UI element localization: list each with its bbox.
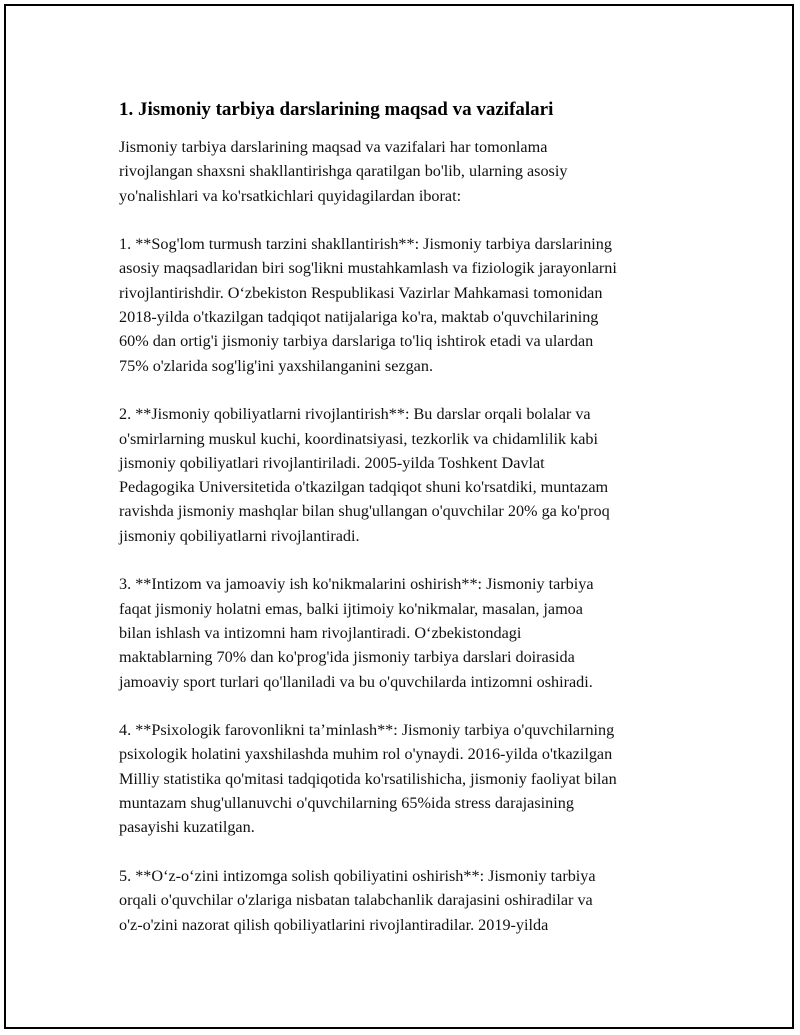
text-line: asosiy maqsadlaridan biri sog'likni mustahkamlash va fiziologik jarayonlarni xyxy=(119,259,617,278)
text-line: Jismoniy tarbiya darslarining maqsad va vazifalari har tomonlama xyxy=(119,138,548,156)
text-line: yo'nalishlari va ko'rsatkichlari quyidagilardan iborat: xyxy=(119,186,462,205)
text-line: jismoniy qobiliyatlarni rivojlantiradi. xyxy=(119,526,360,545)
text-line: ravishda jismoniy mashqlar bilan shug'ullangan o'quvchilar 20% ga ko'proq xyxy=(119,502,610,521)
intro-paragraph xyxy=(119,135,719,208)
text-line: 75% o'zlarida sog'lig'ini yaxshilanganini sezgan. xyxy=(119,356,433,375)
text-line: 2018-yilda o'tkazilgan tadqiqot natijalariga ko'ra, maktab o'quvchilarining xyxy=(119,308,599,327)
text-line: Milliy statistika qo'mitasi tadqiqotida ko'rsatilishicha, jismoniy faoliyat bilan xyxy=(119,769,617,788)
text-line: rivojlangan shaxsni shakllantirishga qaratilgan bo'lib, ularning asosiy xyxy=(119,162,568,181)
text-line: o'smirlarning muskul kuchi, koordinatsiyasi, tezkorlik va chidamlilik kabi xyxy=(119,429,599,448)
text-line: maktablarning 70% dan ko'prog'ida jismoniy tarbiya darslari doirasida xyxy=(119,648,575,667)
text-line: 4. **Psixologik farovonlikni ta’minlash**: Jismoniy tarbiya o'quvchilarning xyxy=(119,721,615,740)
list-item-1-paragraph xyxy=(119,232,719,378)
text-line: orqali o'quvchilar o'zlariga nisbatan talabchanlik darajasini oshiradilar va xyxy=(119,891,593,910)
text-line: jismoniy qobiliyatlari rivojlantiriladi. 2005-yilda Toshkent Davlat xyxy=(119,453,545,472)
page-frame xyxy=(4,4,794,1029)
section-heading: 1. Jismoniy tarbiya darslarining maqsad va vazifalari xyxy=(119,99,554,120)
text-line: o'z-o'zini nazorat qilish qobiliyatlarini rivojlantiradilar. 2019-yilda xyxy=(119,915,549,934)
text-line: 1. **Sog'lom turmush tarzini shakllantirish**: Jismoniy tarbiya darslarining xyxy=(119,235,612,254)
document-body xyxy=(119,98,719,961)
text-line: rivojlantirishdir. O‘zbekiston Respublikasi Vazirlar Mahkamasi tomonidan xyxy=(119,283,603,302)
list-item-2-paragraph xyxy=(119,402,719,548)
text-line: 2. **Jismoniy qobiliyatlarni rivojlantirish**: Bu darslar orqali bolalar va xyxy=(119,405,591,424)
text-line: jamoaviy sport turlari qo'llaniladi va bu o'quvchilarda intizomni oshiradi. xyxy=(119,672,593,691)
text-line: 3. **Intizom va jamoaviy ish ko'nikmalarini oshirish**: Jismoniy tarbiya xyxy=(119,575,594,594)
text-line: pasayishi kuzatilgan. xyxy=(119,818,255,837)
text-line: muntazam shug'ullanuvchi o'quvchilarning 65%ida stress darajasining xyxy=(119,794,574,813)
text-line: 60% dan ortig'i jismoniy tarbiya darslariga to'liq ishtirok etadi va ulardan xyxy=(119,332,594,351)
list-item-5-paragraph xyxy=(119,864,719,937)
text-line: bilan ishlash va intizomni ham rivojlantiradi. O‘zbekistondagi xyxy=(119,623,522,642)
list-item-3-paragraph xyxy=(119,572,719,693)
text-line: psixologik holatini yaxshilashda muhim rol o'ynaydi. 2016-yilda o'tkazilgan xyxy=(119,745,613,764)
list-item-4-paragraph xyxy=(119,718,719,839)
text-line: faqat jismoniy holatni emas, balki ijtimoiy ko'nikmalar, masalan, jamoa xyxy=(119,599,583,618)
text-line: 5. **O‘z-o‘zini intizomga solish qobiliyatini oshirish**: Jismoniy tarbiya xyxy=(119,866,596,885)
text-line: Pedagogika Universitetida o'tkazilgan tadqiqot shuni ko'rsatdiki, muntazam xyxy=(119,478,609,497)
